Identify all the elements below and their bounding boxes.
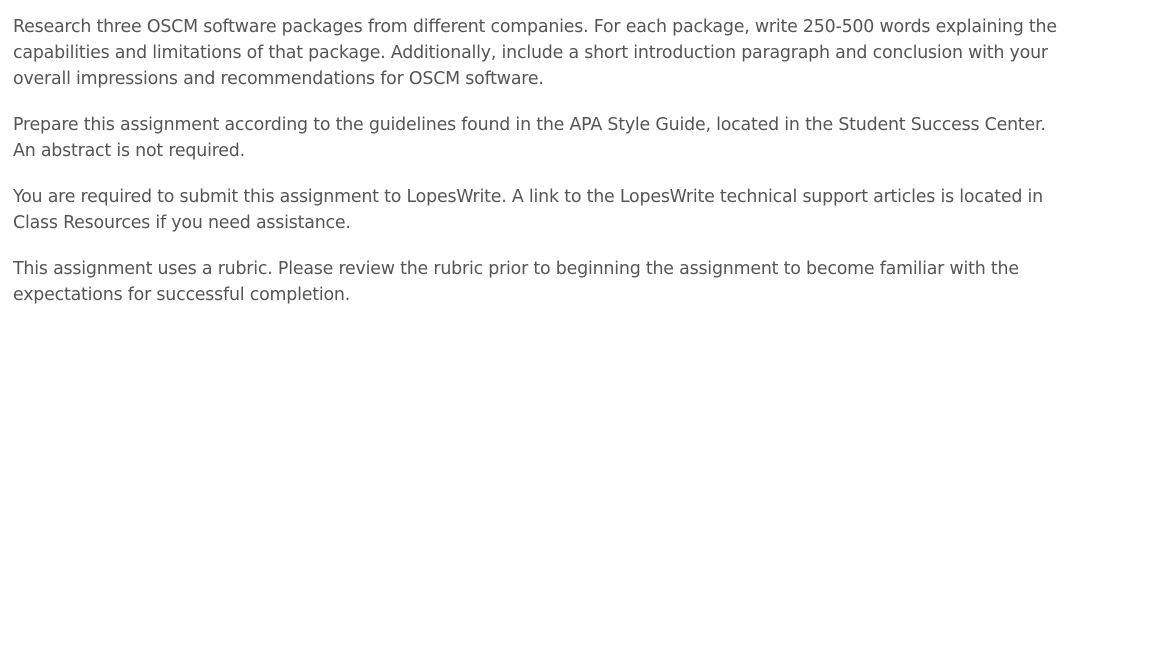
instruction-paragraph-apa: Prepare this assignment according to the guidelines found in the APA Style Guide, located in the Student Success Center. An abstract is not required. [13, 115, 1046, 161]
instruction-paragraph-lopeswrite: You are required to submit this assignment to LopesWrite. A link to the LopesWrite technical support articles is located in Class Resources if you need assistance. [13, 187, 1043, 233]
assignment-instructions [13, 14, 1063, 328]
instruction-paragraph-research: Research three OSCM software packages from different companies. For each package, write 250-500 words explaining the capabilities and limitations of that package. Additionally, include a short introduction paragraph and conclusion with your overall impressions and recommendations for OSCM software. [13, 17, 1057, 89]
instruction-paragraph-rubric: This assignment uses a rubric. Please review the rubric prior to beginning the assignment to become familiar with the expectations for successful completion. [13, 259, 1019, 305]
